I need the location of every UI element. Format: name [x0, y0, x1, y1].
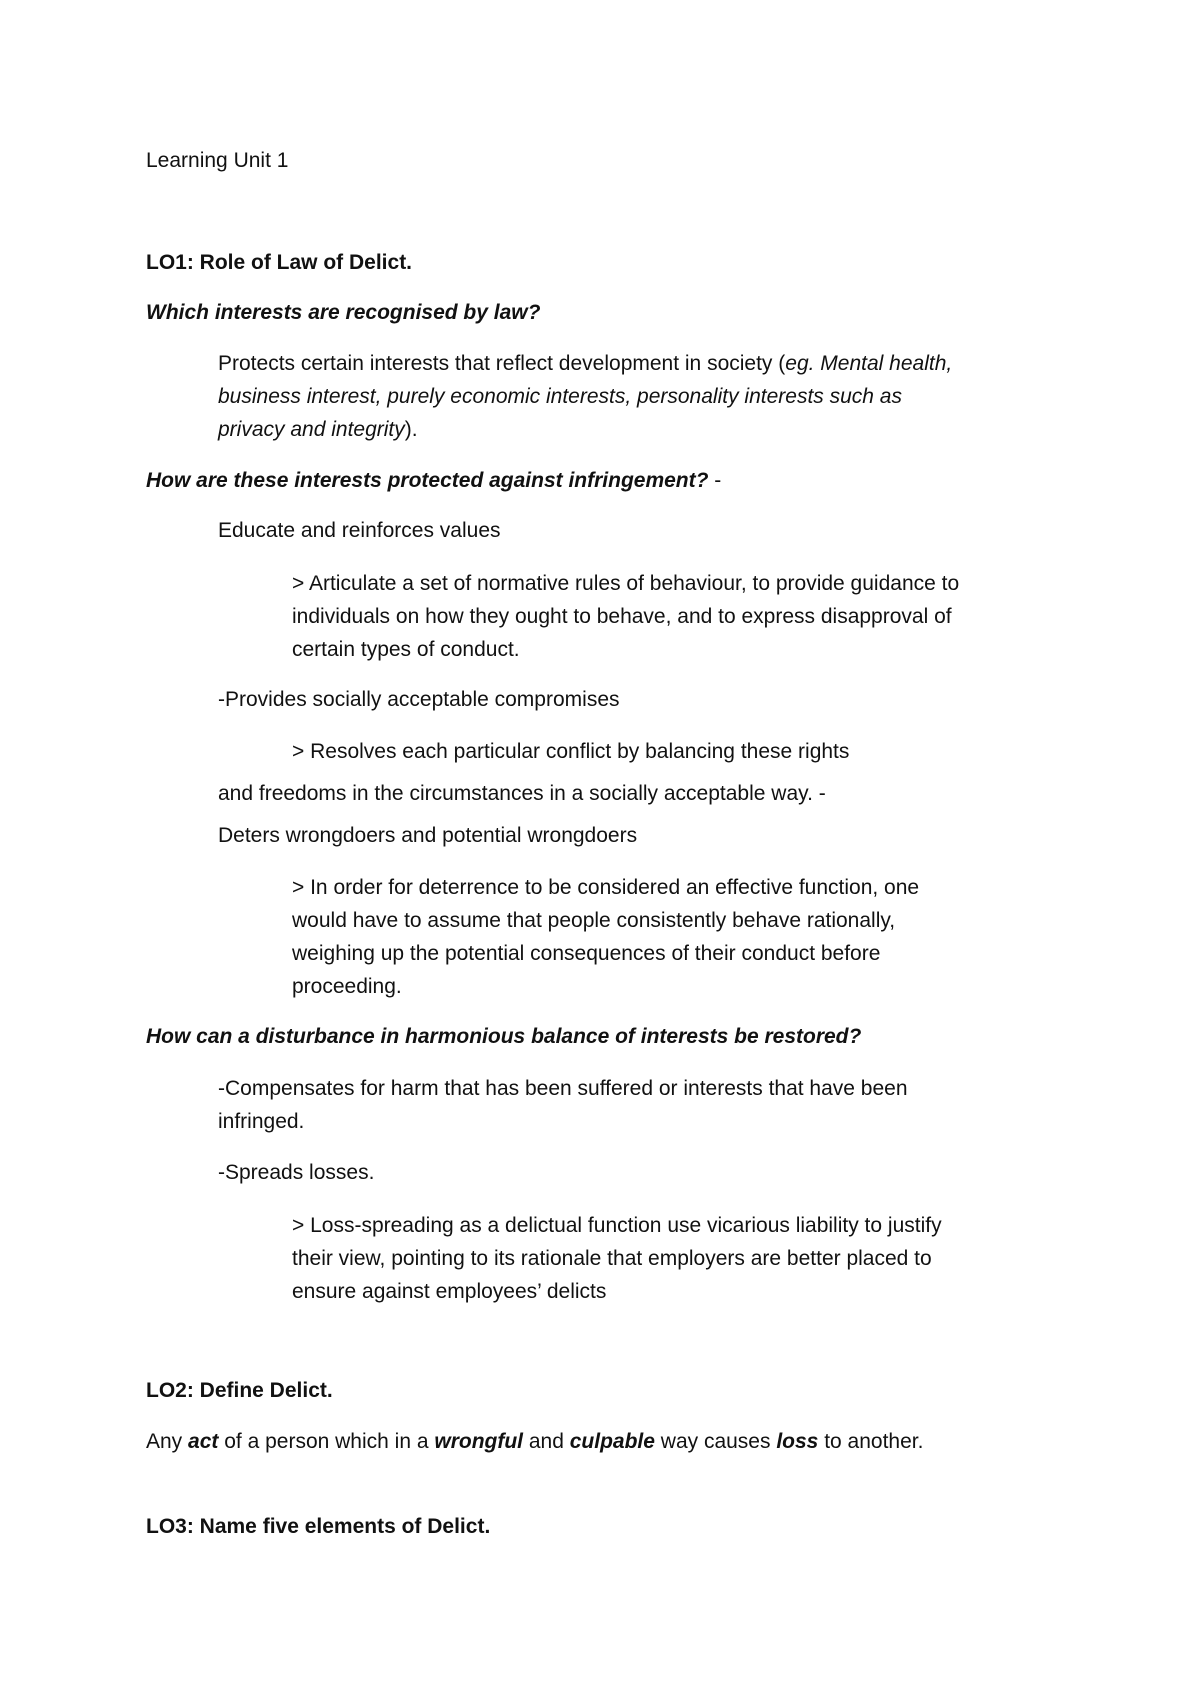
q1-answer-examples: eg. Mental health,	[785, 352, 953, 375]
restore-2-detail-line-1: > Loss-spreading as a delictual function use vicarious liability to justify	[292, 1214, 942, 1237]
function-3-detail-line-4: proceeding.	[292, 975, 402, 998]
lo2-heading: LO2: Define Delict.	[146, 1379, 333, 1402]
lo1-question-2-line	[146, 464, 721, 497]
lo1-question-2-dash: -	[708, 469, 722, 492]
function-3-detail-line-2: would have to assume that people consistently behave rationally,	[292, 909, 896, 932]
definition-term-loss: loss	[776, 1430, 819, 1453]
unit-title: Learning Unit 1	[146, 149, 289, 172]
definition-term-act: act	[188, 1430, 219, 1453]
definition-term-culpable: culpable	[569, 1430, 655, 1453]
function-3-detail-line-3: weighing up the potential consequences of their conduct before	[292, 942, 881, 965]
lo1-question-3: How can a disturbance in harmonious balance of interests be restored?	[146, 1025, 862, 1048]
restore-2-detail-line-3: ensure against employees’ delicts	[292, 1280, 607, 1303]
restore-2-detail-line-2: their view, pointing to its rationale that employers are better placed to	[292, 1247, 932, 1270]
definition-text-4: way causes	[654, 1430, 777, 1453]
lo1-heading: LO1: Role of Law of Delict.	[146, 251, 413, 274]
definition-text-2: of a person which in a	[218, 1430, 435, 1453]
q1-answer-line-3	[218, 413, 418, 446]
function-3-detail-line-1: > In order for deterrence to be considered an effective function, one	[292, 876, 920, 899]
q1-answer-examples-end: privacy and integrity	[218, 418, 405, 441]
function-1-detail-line-3: certain types of conduct.	[292, 638, 520, 661]
q1-answer-line-2: business interest, purely economic interests, personality interests such as	[218, 385, 902, 408]
definition-term-wrongful: wrongful	[434, 1430, 524, 1453]
restore-1-line-2: infringed.	[218, 1110, 305, 1133]
lo2-definition	[146, 1425, 923, 1458]
function-2-continuation: and freedoms in the circumstances in a socially acceptable way. -	[218, 782, 826, 805]
restore-1-line-1: -Compensates for harm that has been suffered or interests that have been	[218, 1077, 908, 1100]
lo1-question-2: How are these interests protected against infringement?	[146, 469, 709, 492]
q1-answer-line-1	[218, 347, 952, 380]
definition-text-3: and	[523, 1430, 570, 1453]
function-2-title: -Provides socially acceptable compromises	[218, 688, 620, 711]
definition-text-5: to another.	[818, 1430, 924, 1453]
function-2-detail: > Resolves each particular conflict by balancing these rights	[292, 740, 850, 763]
function-1-title: Educate and reinforces values	[218, 519, 501, 542]
function-1-detail-line-2: individuals on how they ought to behave, and to express disapproval of	[292, 605, 952, 628]
q1-answer-text: Protects certain interests that reflect development in society (	[218, 352, 786, 375]
restore-2-title: -Spreads losses.	[218, 1161, 375, 1184]
q1-answer-close: ).	[404, 418, 418, 441]
function-3-title: Deters wrongdoers and potential wrongdoers	[218, 824, 638, 847]
function-1-detail-line-1: > Articulate a set of normative rules of behaviour, to provide guidance to	[292, 572, 960, 595]
lo1-question-1: Which interests are recognised by law?	[146, 301, 541, 324]
lo3-heading: LO3: Name five elements of Delict.	[146, 1515, 491, 1538]
definition-text-1: Any	[146, 1430, 189, 1453]
